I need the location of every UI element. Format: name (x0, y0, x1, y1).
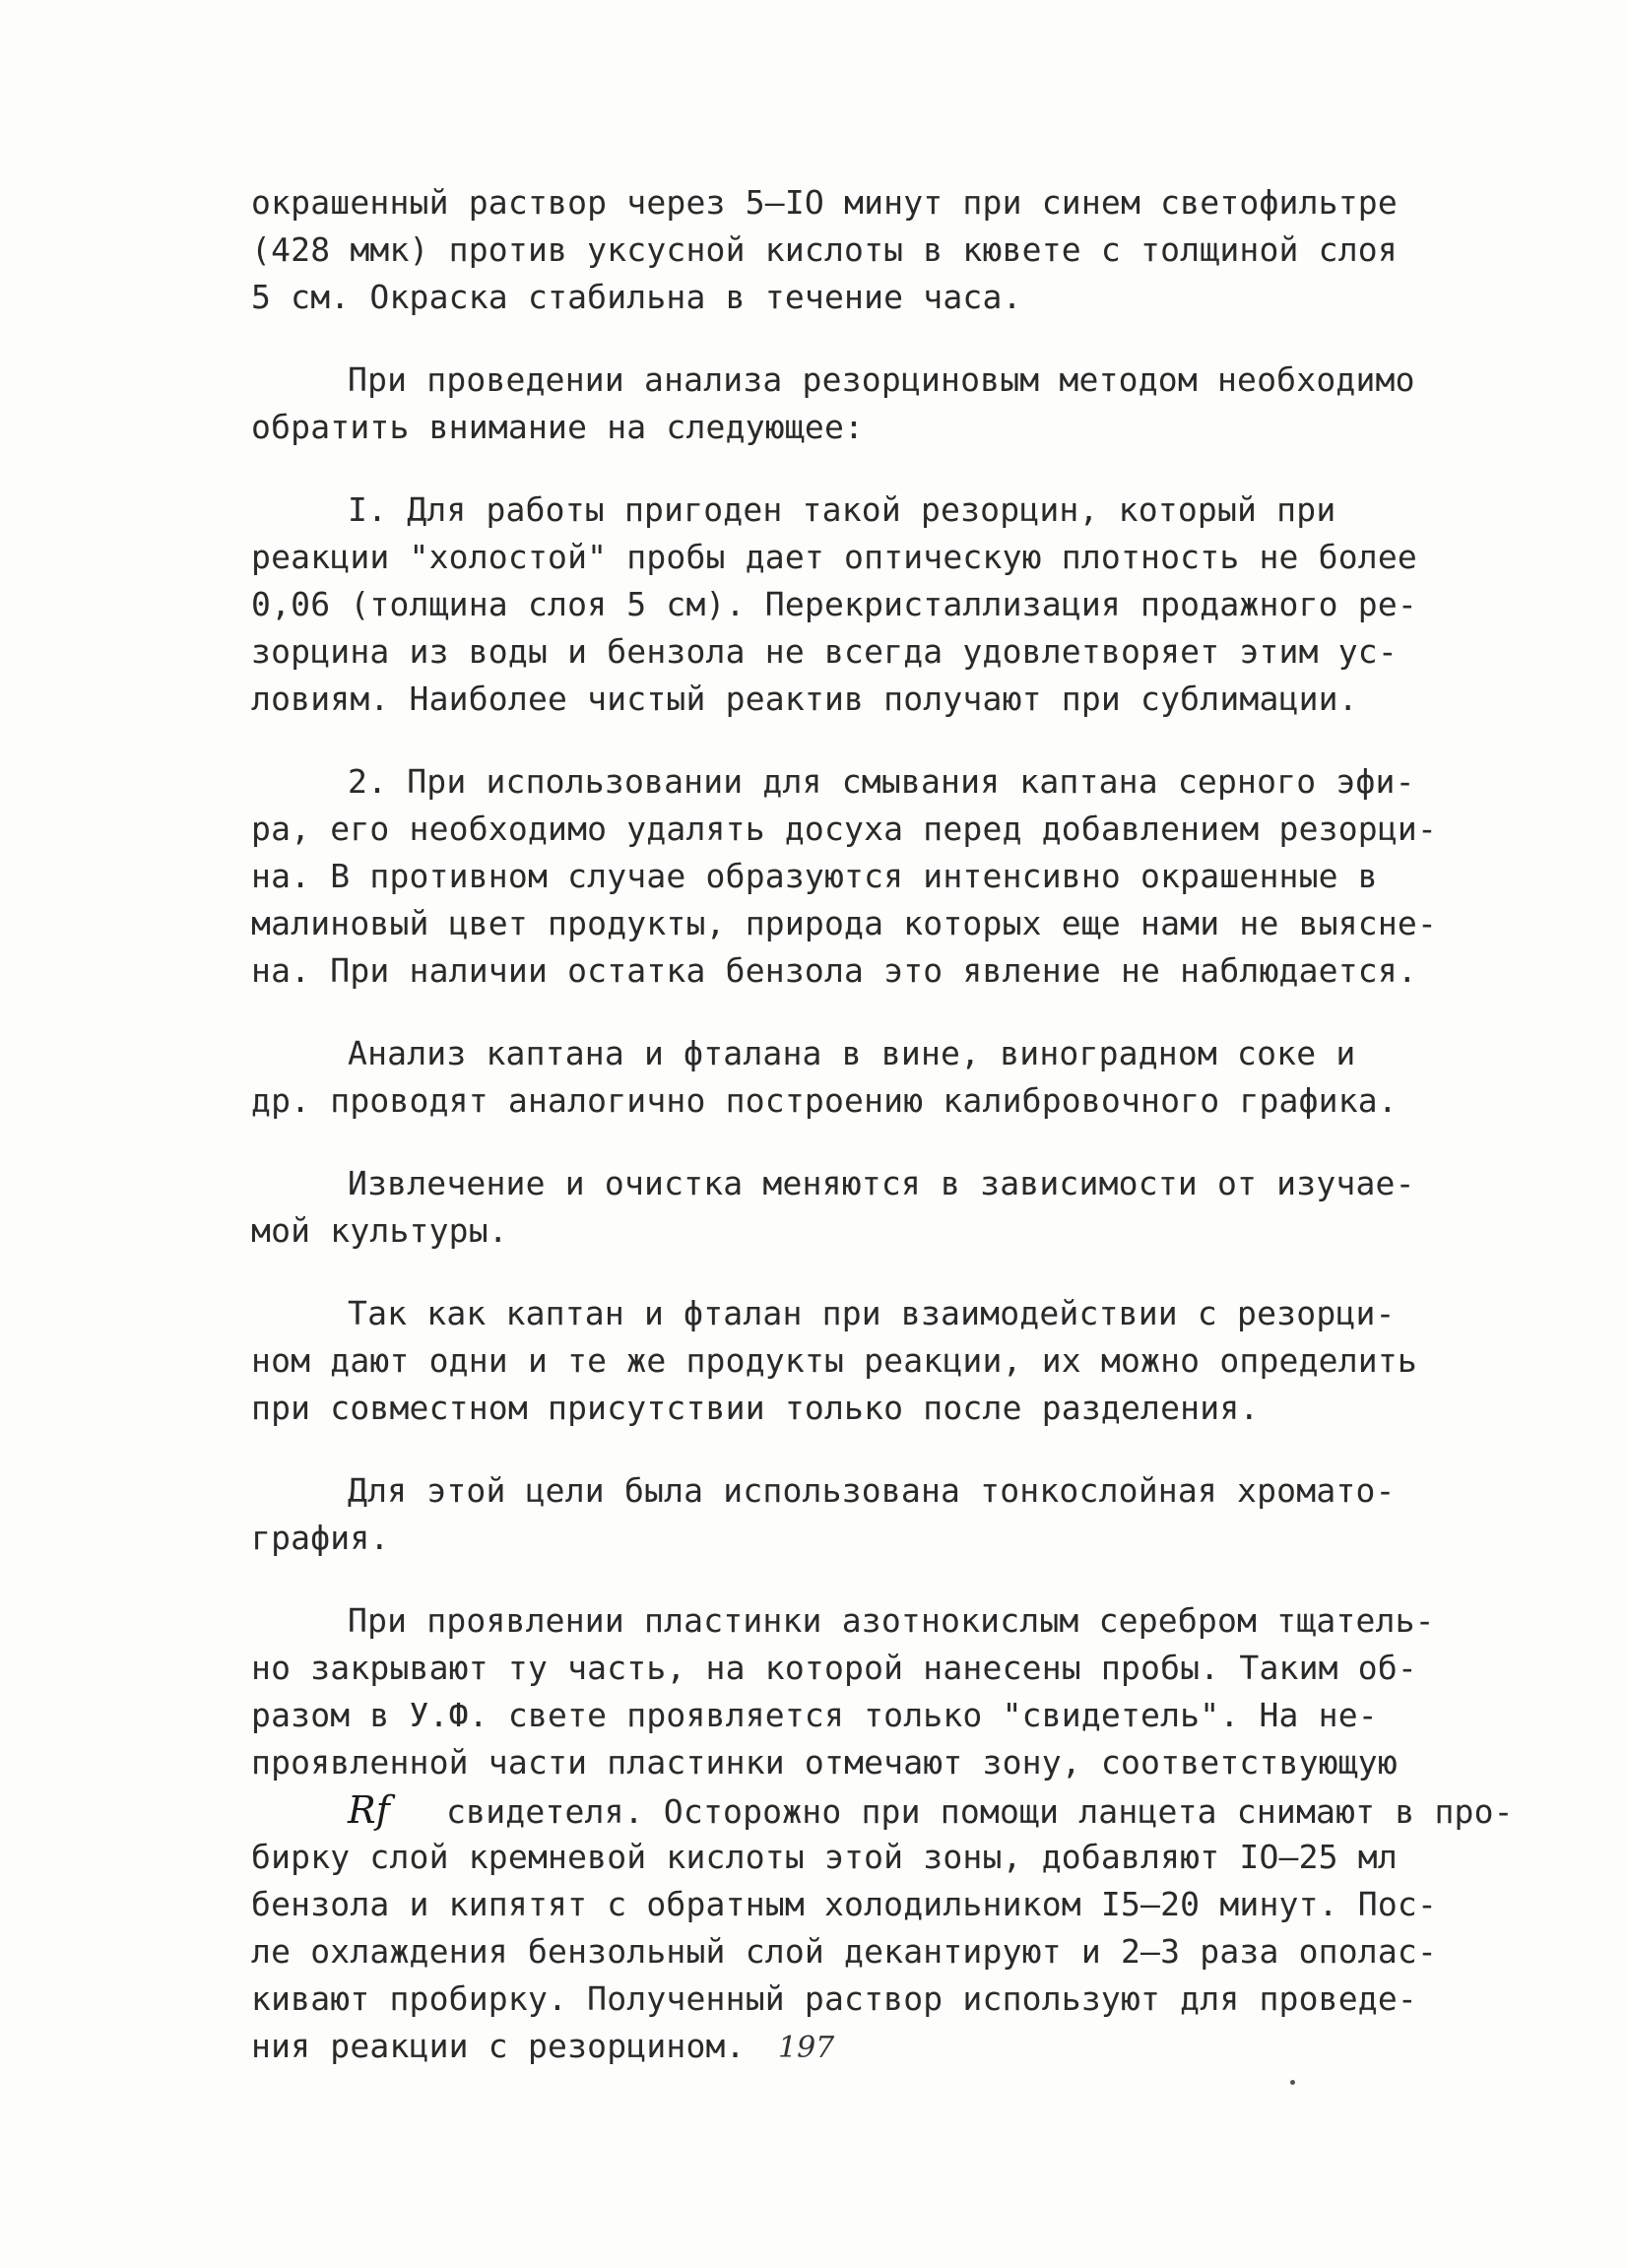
text-line: 5 см. Окраска стабильна в течение часа. (251, 278, 1022, 316)
text-line: I. Для работы пригоден такой резорцин, который при (348, 490, 1336, 529)
text-line: ра, его необходимо удалять досуха перед добавлением резорци- (251, 810, 1438, 848)
rf-line-text: свидетеля. Осторожно при помощи ланцета снимают в про- (426, 1792, 1514, 1831)
text-line: графия. (251, 1519, 390, 1557)
text-line: ном дают одни и те же продукты реакции, их можно определить (251, 1341, 1417, 1380)
text-line: Так как каптан и фталан при взаимодействии с резорци- (348, 1294, 1396, 1332)
page-number: 197 (778, 2031, 835, 2065)
text-line: мой культуры. (251, 1211, 508, 1250)
text-line: кивают пробирку. Полученный раствор используют для проведе- (251, 1979, 1417, 2018)
text-line: ния реакции с резорцином. (251, 2027, 746, 2065)
text-line: но закрывают ту часть, на которой нанесены пробы. Таким об- (251, 1649, 1417, 1687)
text-line: При проведении анализа резорциновым методом необходимо (348, 360, 1415, 399)
text-line: разом в У.Ф. свете проявляется только "свидетель". На не- (251, 1696, 1378, 1734)
text-line: обратить внимание на следующее: (251, 408, 865, 446)
text-line: бензола и кипятят с обратным холодильником I5–20 минут. Пос- (251, 1885, 1438, 1923)
scan-speck (1290, 2080, 1295, 2085)
text-line: При проявлении пластинки азотнокислым серебром тщатель- (348, 1601, 1435, 1640)
text-line: окрашенный раствор через 5–IO минут при синем светофильтре (251, 183, 1398, 222)
text-line: на. В противном случае образуются интенсивно окрашенные в (251, 857, 1378, 895)
text-line: Анализ каптана и фталана в вине, виноградном соке и (348, 1034, 1356, 1072)
text-line: бирку слой кремневой кислоты этой зоны, добавляют IO–25 мл (251, 1838, 1398, 1876)
text-line: при совместном присутствии только после разделения. (251, 1389, 1260, 1427)
text-line: др. проводят аналогично построению калибровочного графика. (251, 1081, 1398, 1120)
text-line: на. При наличии остатка бензола это явление не наблюдается. (251, 951, 1417, 990)
text-line: Для этой цели была использована тонкослойная хромато- (348, 1471, 1396, 1510)
text-line: проявленной части пластинки отмечают зону, соответствующую (251, 1743, 1398, 1782)
rf-text-line (251, 1786, 1514, 1834)
text-line: Извлечение и очистка меняются в зависимости от изучае- (348, 1164, 1415, 1202)
text-line: (428 ммк) против уксусной кислоты в кювете с толщиной слоя (251, 230, 1398, 269)
text-line: малиновый цвет продукты, природа которых еще нами не выясне- (251, 904, 1438, 942)
text-line: ловиям. Наиболее чистый реактив получают при сублимации. (251, 680, 1358, 718)
text-line: 2. При использовании для смывания каптана серного эфи- (348, 762, 1415, 801)
text-line: 0,06 (толщина слоя 5 см). Перекристаллизация продажного ре- (251, 585, 1417, 623)
text-line: ле охлаждения бензольный слой декантируют и 2–3 раза ополас- (251, 1932, 1438, 1971)
handwritten-rf-annotation: Rf (348, 1788, 391, 1832)
text-line: реакции "холостой" пробы дает оптическую плотность не более (251, 538, 1417, 576)
typed-text-body (251, 179, 1514, 2070)
text-line: зорцина из воды и бензола не всегда удовлетворяет этим ус- (251, 632, 1398, 671)
